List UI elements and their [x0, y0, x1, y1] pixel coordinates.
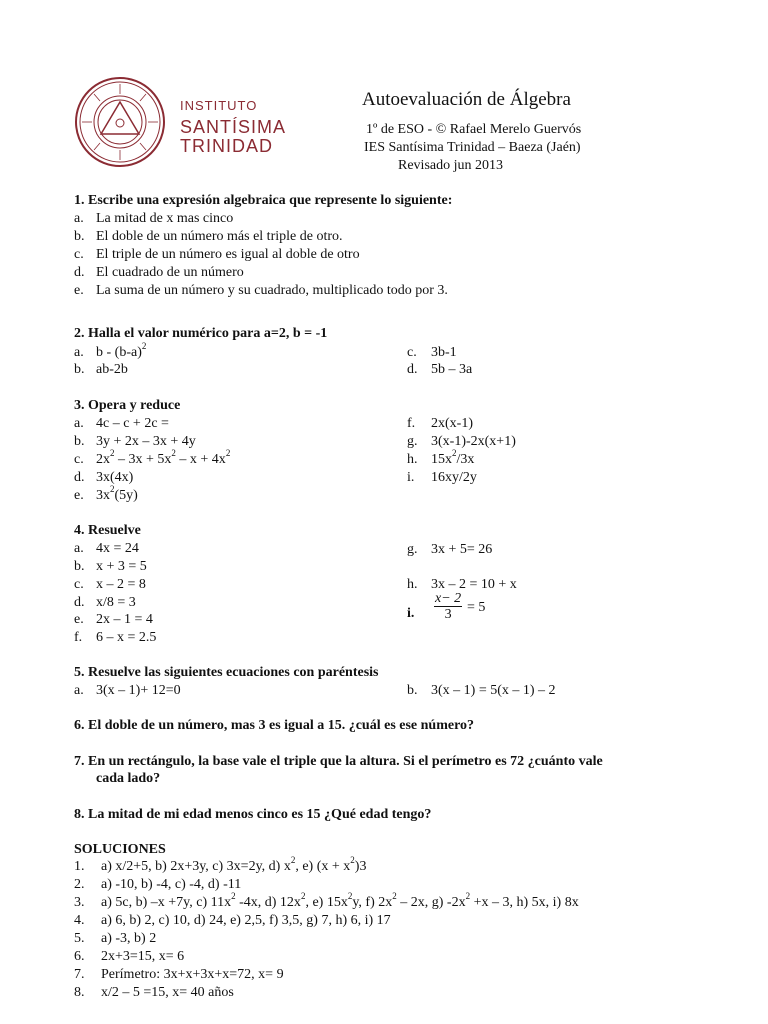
s3-part: -4x, d) 12x: [235, 895, 301, 910]
q2-d-text: 5b – 3a: [431, 362, 473, 377]
s3-part: – 2x, g) -2x: [396, 895, 466, 910]
q4-h-label: h.: [407, 577, 418, 592]
q2-c-text: 3b-1: [431, 345, 457, 360]
q3-a-text: 4c – c + 2c =: [96, 416, 169, 431]
school-logo: [74, 76, 287, 166]
q1-e-label: e.: [74, 283, 84, 298]
q3-h-text: [431, 448, 475, 469]
s3-exponent: 2: [347, 891, 353, 902]
q5-b-label: b.: [407, 683, 418, 698]
solutions-heading: SOLUCIONES: [74, 842, 166, 857]
solution-5-number: 5.: [74, 931, 85, 946]
q3-c-exponent: 2: [110, 448, 115, 459]
s3-part: , e) 15x: [305, 895, 348, 910]
q3-h-label: h.: [407, 452, 418, 467]
question-2-heading: 2. Halla el valor numérico para a=2, b = -1: [74, 326, 328, 341]
q3-f-label: f.: [407, 416, 416, 431]
s1-exponent: 2: [350, 855, 355, 866]
q3-c-exponent: 2: [225, 448, 231, 459]
solution-3-text: [101, 891, 579, 912]
q4-e-text: 2x – 1 = 4: [96, 612, 153, 627]
q4-f-text: 6 – x = 2.5: [96, 630, 157, 645]
solution-8-text: x/2 – 5 =15, x= 40 años: [101, 985, 234, 1000]
question-3-heading: 3. Opera y reduce: [74, 398, 181, 413]
school-seal-icon: [74, 76, 166, 168]
logo-line2: SANTÍSIMA: [180, 117, 287, 137]
question-1-heading: 1. Escribe una expresión algebraica que represente lo siguiente:: [74, 193, 453, 208]
question-8: 8. La mitad de mi edad menos cinco es 15 ¿Qué edad tengo?: [74, 807, 432, 822]
s1-part: )3: [354, 859, 367, 874]
q4-i-denominator: 3: [444, 607, 452, 622]
q4-d-label: d.: [74, 595, 85, 610]
q4-i-numerator: x− 2: [435, 591, 462, 606]
question-6: 6. El doble de un número, mas 3 es igual a 15. ¿cuál es ese número?: [74, 718, 475, 733]
subtitle-course: 1º de ESO - © Rafael Merelo Guervós: [366, 122, 582, 137]
q4-a-text: 4x = 24: [96, 541, 139, 556]
q3-e-exponent: 2: [110, 484, 115, 495]
q4-d-text: x/8 = 3: [96, 595, 136, 610]
solution-4-text: a) 6, b) 2, c) 10, d) 24, e) 2,5, f) 3,5, g) 7, h) 6, i) 17: [101, 913, 391, 928]
q1-b-label: b.: [74, 229, 85, 244]
q2-c-label: c.: [407, 345, 417, 360]
q3-c-part: 2x: [96, 452, 110, 467]
q4-c-label: c.: [74, 577, 84, 592]
q2-a-label: a.: [74, 345, 84, 360]
question-7-line1: 7. En un rectángulo, la base vale el triple que la altura. Si el perímetro es 72 ¿cuánto vale: [74, 754, 603, 769]
s3-exponent: 2: [300, 891, 306, 902]
q1-a-text: La mitad de x mas cinco: [96, 211, 234, 226]
s3-exponent: 2: [231, 891, 236, 902]
q1-c-label: c.: [74, 247, 84, 262]
s1-part: a) x/2+5, b) 2x+3y, c) 3x=2y, d) x: [101, 859, 291, 874]
q4-g-label: g.: [407, 542, 418, 557]
subtitle-school: IES Santísima Trinidad – Baeza (Jaén): [364, 140, 581, 155]
q1-b-text: El doble de un número más el triple de otro.: [96, 229, 343, 244]
q4-e-label: e.: [74, 612, 84, 627]
q5-a-text: 3(x – 1)+ 12=0: [96, 683, 181, 698]
q1-e-text: La suma de un número y su cuadrado, multiplicado todo por 3.: [96, 283, 448, 298]
q2-a-exponent: 2: [141, 341, 147, 352]
q3-a-label: a.: [74, 416, 84, 431]
q4-g-text: 3x + 5= 26: [431, 542, 493, 557]
s1-part: , e) (x + x: [295, 859, 351, 874]
solution-7-number: 7.: [74, 967, 85, 982]
solution-5-text: a) -3, b) 2: [101, 931, 157, 946]
q3-i-text: 16xy/2y: [431, 470, 477, 485]
q4-h-text: 3x – 2 = 10 + x: [431, 577, 517, 592]
q2-b-text: ab-2b: [96, 362, 128, 377]
q1-d-label: d.: [74, 265, 85, 280]
solution-4-number: 4.: [74, 913, 85, 928]
solution-3-number: 3.: [74, 895, 85, 910]
q3-h-exponent: 2: [452, 448, 457, 459]
s3-part: +x – 3, h) 5x, i) 8x: [470, 895, 579, 910]
q3-c-exponent: 2: [171, 448, 176, 459]
q3-b-label: b.: [74, 434, 85, 449]
page-title: Autoevaluación de Álgebra: [362, 89, 571, 110]
q3-e-part: 3x: [96, 488, 110, 503]
q1-a-label: a.: [74, 211, 84, 226]
s3-part: a) 5c, b) –x +7y, c) 11x: [101, 895, 232, 910]
q3-c-label: c.: [74, 452, 84, 467]
q1-d-text: El cuadrado de un número: [96, 265, 244, 280]
q3-b-text: 3y + 2x – 3x + 4y: [96, 434, 196, 449]
s1-exponent: 2: [290, 855, 296, 866]
solution-6-text: 2x+3=15, x= 6: [101, 949, 185, 964]
q5-b-text: 3(x – 1) = 5(x – 1) – 2: [431, 683, 556, 698]
q4-i-fraction: [434, 591, 462, 622]
q3-d-text: 3x(4x): [96, 470, 134, 485]
s3-exponent: 2: [392, 891, 397, 902]
q2-a-text: [96, 341, 147, 362]
q3-f-text: 2x(x-1): [431, 416, 473, 431]
solution-8-number: 8.: [74, 985, 85, 1000]
q3-d-label: d.: [74, 470, 85, 485]
logo-line3: TRINIDAD: [180, 136, 273, 156]
q4-a-label: a.: [74, 541, 84, 556]
q3-c-part: – x + 4x: [175, 452, 226, 467]
q4-f-label: f.: [74, 630, 83, 645]
q2-b-label: b.: [74, 362, 85, 377]
q3-h-part: /3x: [456, 452, 475, 467]
q1-c-text: El triple de un número es igual al doble de otro: [96, 247, 360, 262]
question-7-line2: cada lado?: [96, 771, 161, 786]
q4-i-label: i.: [407, 606, 415, 621]
solution-2-number: 2.: [74, 877, 85, 892]
q5-a-label: a.: [74, 683, 84, 698]
solution-1-number: 1.: [74, 859, 85, 874]
q4-b-text: x + 3 = 5: [96, 559, 147, 574]
q4-b-label: b.: [74, 559, 85, 574]
question-4-heading: 4. Resuelve: [74, 523, 141, 538]
q3-e-text: [96, 484, 138, 505]
question-5-heading: 5. Resuelve las siguientes ecuaciones con paréntesis: [74, 665, 379, 680]
q3-c-text: [96, 448, 231, 469]
solution-7-text: Perímetro: 3x+x+3x+x=72, x= 9: [101, 967, 284, 982]
q3-c-part: – 3x + 5x: [114, 452, 172, 467]
solution-2-text: a) -10, b) -4, c) -4, d) -11: [101, 877, 242, 892]
s3-exponent: 2: [465, 891, 471, 902]
q4-i-rhs: = 5: [467, 600, 486, 615]
q3-e-label: e.: [74, 488, 84, 503]
s3-part: y, f) 2x: [352, 895, 393, 910]
q3-e-part: (5y): [114, 488, 138, 503]
subtitle-revised: Revisado jun 2013: [398, 158, 503, 173]
q2-a-base: b - (b-a): [96, 345, 142, 360]
logo-line1: INSTITUTO: [180, 98, 258, 113]
q3-h-part: 15x: [431, 452, 452, 467]
solution-1-text: [101, 855, 367, 876]
q4-c-text: x – 2 = 8: [96, 577, 146, 592]
solution-6-number: 6.: [74, 949, 85, 964]
q3-g-label: g.: [407, 434, 418, 449]
q2-d-label: d.: [407, 362, 418, 377]
q3-i-label: i.: [407, 470, 415, 485]
q3-g-text: 3(x-1)-2x(x+1): [431, 434, 516, 449]
